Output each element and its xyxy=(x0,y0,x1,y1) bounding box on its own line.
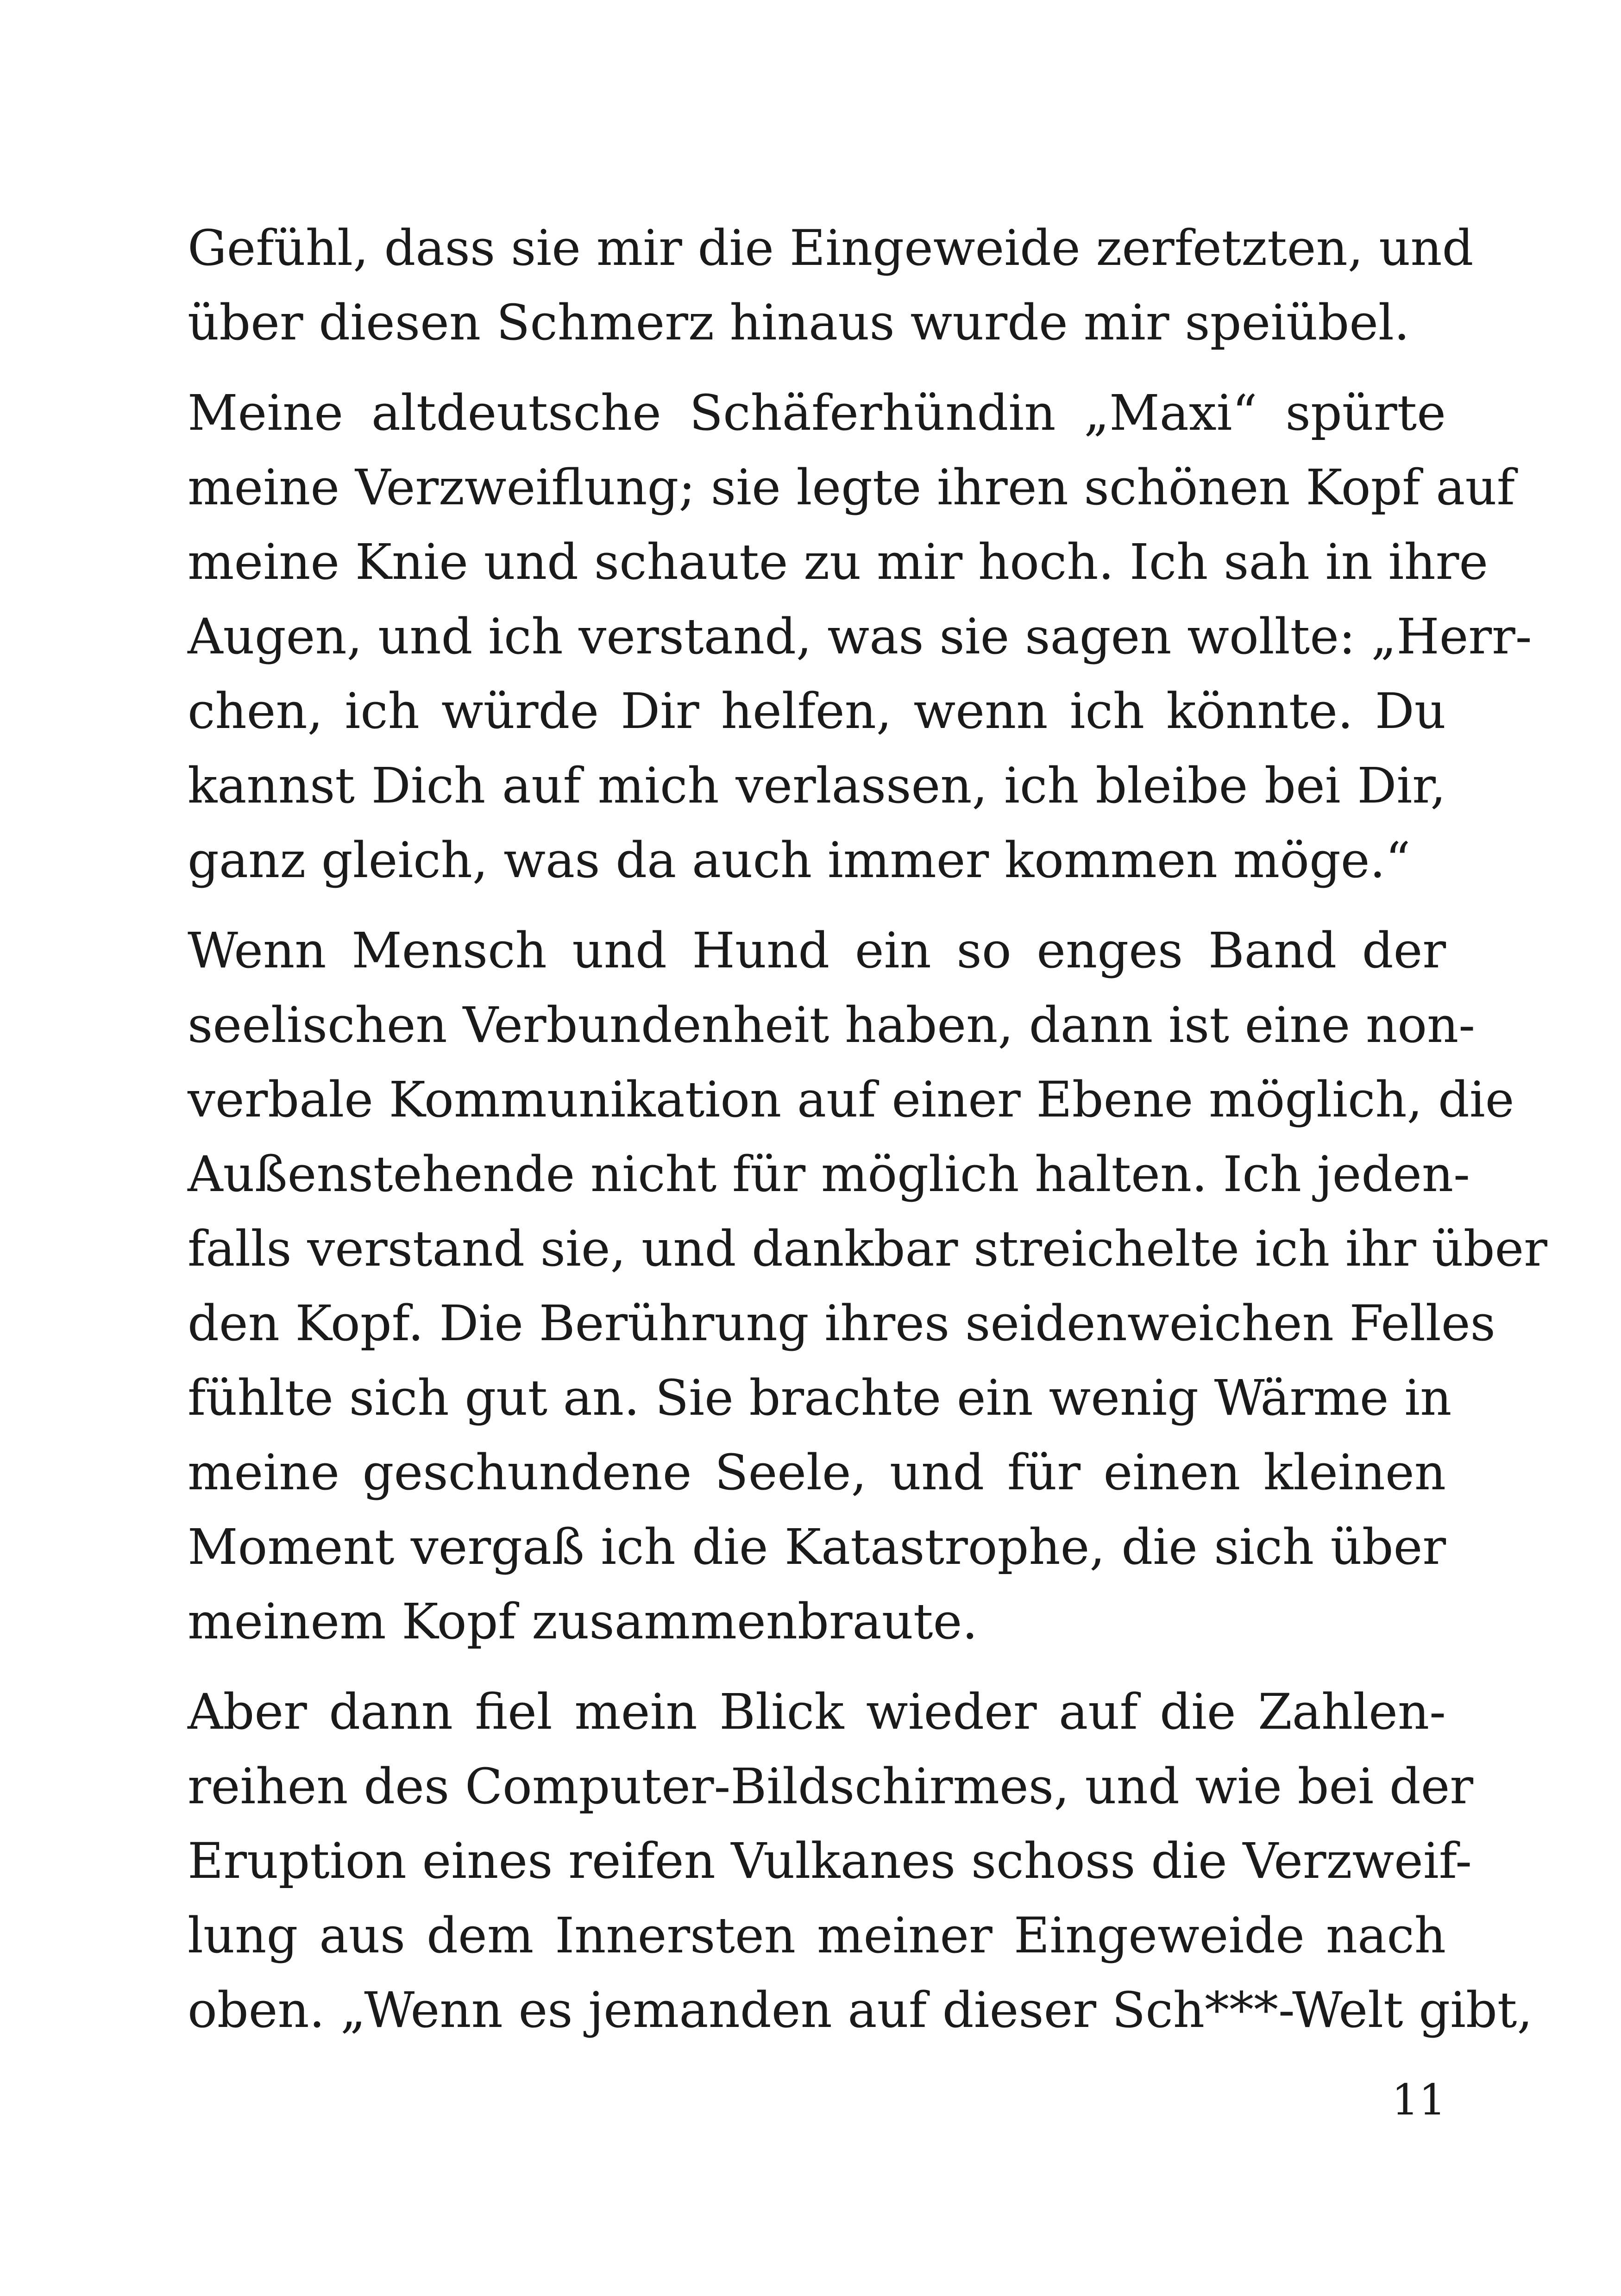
text-line: den Kopf. Die Berührung ihres seidenweichen Felles xyxy=(188,1295,1495,1352)
text-line: meinem Kopf zusammenbraute. xyxy=(188,1593,978,1650)
text-line: meine geschundene Seele, und für einen kleinen xyxy=(188,1444,1446,1501)
text-line: chen, ich würde Dir helfen, wenn ich könnte. Du xyxy=(188,683,1446,740)
paragraph-1 xyxy=(188,211,1474,360)
text-line: ganz gleich, was da auch immer kommen möge.“ xyxy=(188,832,1411,889)
text-line: Augen, und ich verstand, was sie sagen wollte: „Herr- xyxy=(188,608,1532,665)
text-line: Moment vergaß ich die Katastrophe, die sich über xyxy=(188,1518,1446,1575)
text-line: seelischen Verbundenheit haben, dann ist eine non- xyxy=(188,997,1476,1054)
text-line: oben. „Wenn es jemanden auf dieser Sch***-Welt gibt, xyxy=(188,1982,1533,2039)
text-line: Aber dann fiel mein Blick wieder auf die Zahlen- xyxy=(188,1683,1446,1740)
paragraph-3 xyxy=(188,913,1547,1659)
text-line: lung aus dem Innersten meiner Eingeweide nach xyxy=(188,1907,1446,1964)
text-line: reihen des Computer-Bildschirmes, und wie bei der xyxy=(188,1758,1474,1815)
text-line: falls verstand sie, und dankbar streichelte ich ihr über xyxy=(188,1220,1547,1277)
text-line: Wenn Mensch und Hund ein so enges Band der xyxy=(188,922,1446,979)
text-line: Meine altdeutsche Schäferhündin „Maxi“ spürte xyxy=(188,384,1446,441)
text-line: meine Knie und schaute zu mir hoch. Ich sah in ihre xyxy=(188,533,1489,590)
paragraph-2 xyxy=(188,376,1532,897)
body-text xyxy=(188,211,1547,2063)
page-number: 11 xyxy=(1391,2075,1446,2125)
text-line: Außenstehende nicht für möglich halten. Ich jeden- xyxy=(188,1146,1470,1203)
text-line: meine Verzweiflung; sie legte ihren schönen Kopf auf xyxy=(188,459,1515,516)
text-line: über diesen Schmerz hinaus wurde mir speiübel. xyxy=(188,294,1410,351)
paragraph-4 xyxy=(188,1675,1533,2047)
text-line: kannst Dich auf mich verlassen, ich bleibe bei Dir, xyxy=(188,757,1446,814)
text-line: Gefühl, dass sie mir die Eingeweide zerfetzten, und xyxy=(188,220,1474,276)
text-line: verbale Kommunikation auf einer Ebene möglich, die xyxy=(188,1071,1514,1128)
text-line: fühlte sich gut an. Sie brachte ein wenig Wärme in xyxy=(188,1369,1452,1426)
text-line: Eruption eines reifen Vulkanes schoss die Verzweif- xyxy=(188,1832,1472,1889)
